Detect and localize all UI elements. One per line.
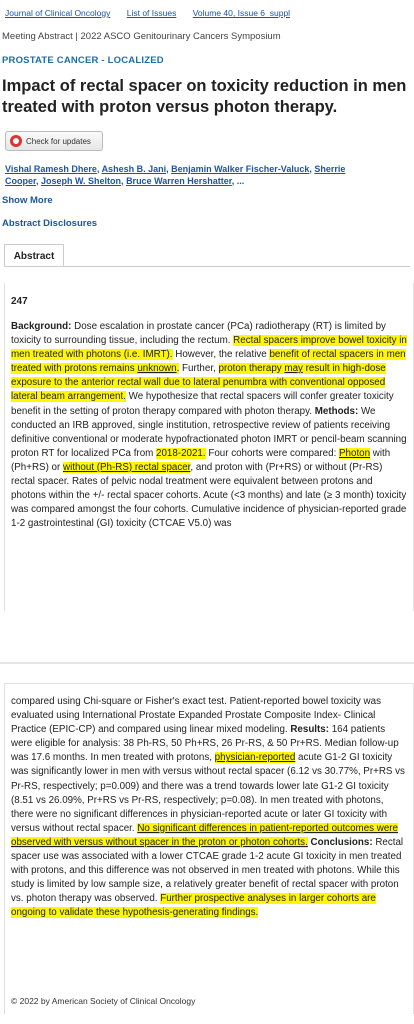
- check-updates-label: Check for updates: [26, 136, 91, 146]
- category-label: PROSTATE CANCER - LOCALIZED: [2, 55, 164, 66]
- tab-abstract[interactable]: Abstract: [4, 244, 64, 267]
- breadcrumb-journal-link[interactable]: Journal of Clinical Oncology: [5, 8, 111, 18]
- check-updates-button[interactable]: [5, 131, 103, 151]
- breadcrumb-volume-link[interactable]: Volume 40, Issue 6_suppl: [192, 8, 291, 18]
- meeting-label: Meeting Abstract | 2022 ASCO Genitourinary Cancers Symposium: [2, 31, 281, 42]
- breadcrumb-issues-link[interactable]: List of Issues: [126, 8, 177, 18]
- abstract-number: 247: [11, 296, 28, 307]
- author-ellipsis: ...: [236, 176, 245, 186]
- tab-divider: [4, 266, 410, 267]
- copyright-notice: © 2022 by American Society of Clinical Oncology: [11, 996, 196, 1006]
- page-title: Impact of rectal spacer on toxicity reduction in men treated with proton versus photon therapy.: [2, 77, 407, 116]
- author-link[interactable]: Vishal Ramesh Dhere: [5, 164, 97, 174]
- abstract-body-part2: compared using Chi-square or Fisher's exact test. Patient-reported bowel toxicity was evaluated using International Prostate Expanded Prostate Composite Index- Clinical Practice (EPIC-CP) and compared using linear mixed modeling. Results: 164 patients were eligible for analysis: 38 Ph-RS, 50 Ph+RS, 26 Pr-RS, & 50 Pr+RS. Median follow-up was 17.6 months. In men treated with protons, physician-reported acute G1-2 GI toxicity was significantly lower in men with versus without rectal spacer (6.12 vs 30.77%, Pr+RS vs Pr-RS, respectively; p=0.009) and there was a trend towards lower late G1-2 GI toxicity (8.51 vs 26.09%, Pr+RS vs Pr-RS, respectively; p=0.08). In men treated with photons, there were no significant differences in physician-reported acute or later GI toxicity with versus without rectal spacer. No significant differences in patient-reported outcomes were observed with versus without spacer in the proton or photon cohorts. Conclusions: Rectal spacer use was associated with a lower CTCAE grade 1-2 acute GI toxicity in men treated with protons, and this difference was not observed in men treated with photons. While this study is limited by low sample size, a relatively greater benefit of rectal spacer with proton vs. photon therapy was observed. Further prospective analyses in larger cohorts are ongoing to validate these hypothesis-generating findings.: [11, 696, 405, 919]
- page-break-divider: [0, 662, 414, 664]
- author-link[interactable]: Cooper: [5, 176, 37, 186]
- crossmark-icon: [10, 135, 22, 147]
- breadcrumb: [5, 8, 304, 18]
- abstract-disclosures-link[interactable]: Abstract Disclosures: [2, 218, 98, 229]
- author-link[interactable]: Joseph W. Shelton: [41, 176, 122, 186]
- author-list: Vishal Ramesh Dhere, Ashesh B. Jani, Benjamin Walker Fischer-Valuck, Sherrie Cooper, Joseph W. Shelton, Bruce Warren Hershatter, ...: [5, 164, 346, 186]
- abstract-body-part1: Background: Dose escalation in prostate cancer (PCa) radiotherapy (RT) is limited by toxicity to surrounding tissue, including the rectum. Rectal spacers improve bowel toxicity in men treated with photons (i.e. IMRT). However, the relative benefit of rectal spacers in men treated with protons remains unknown. Further, proton therapy may result in high-dose exposure to the anterior rectal wall due to lateral penumbra with conventional opposed lateral beam arrangement. We hypothesize that rectal spacers will confer greater toxicity benefit in the setting of proton therapy compared with photon therapy. Methods: We conducted an IRB approved, single institution, retrospective review of patients receiving definitive conventional or moderate hypofractionated photon IMRT or pencil-beam scanning proton RT for localized PCa from 2018-2021. Four cohorts were compared: Photon with (Ph+RS) or without (Ph-RS) rectal spacer, and proton with (Pr+RS) or without (Pr-RS) rectal spacer. Rates of pelvic nodal treatment were equivalent between protons and photons within the +/- rectal spacer cohorts. Acute (<3 months) and late (≥ 3 month) toxicity was compared amongst the four cohorts. Cumulative incidence of physician-reported grade 1-2 gastrointestinal (GI) toxicity (CTCAE V5.0) was: [11, 321, 407, 530]
- author-link[interactable]: Sherrie: [314, 164, 346, 174]
- author-link[interactable]: Ashesh B. Jani: [101, 164, 167, 174]
- author-link[interactable]: Benjamin Walker Fischer-Valuck: [171, 164, 310, 174]
- show-more-link[interactable]: Show More: [2, 195, 53, 206]
- author-link[interactable]: Bruce Warren Hershatter: [126, 176, 232, 186]
